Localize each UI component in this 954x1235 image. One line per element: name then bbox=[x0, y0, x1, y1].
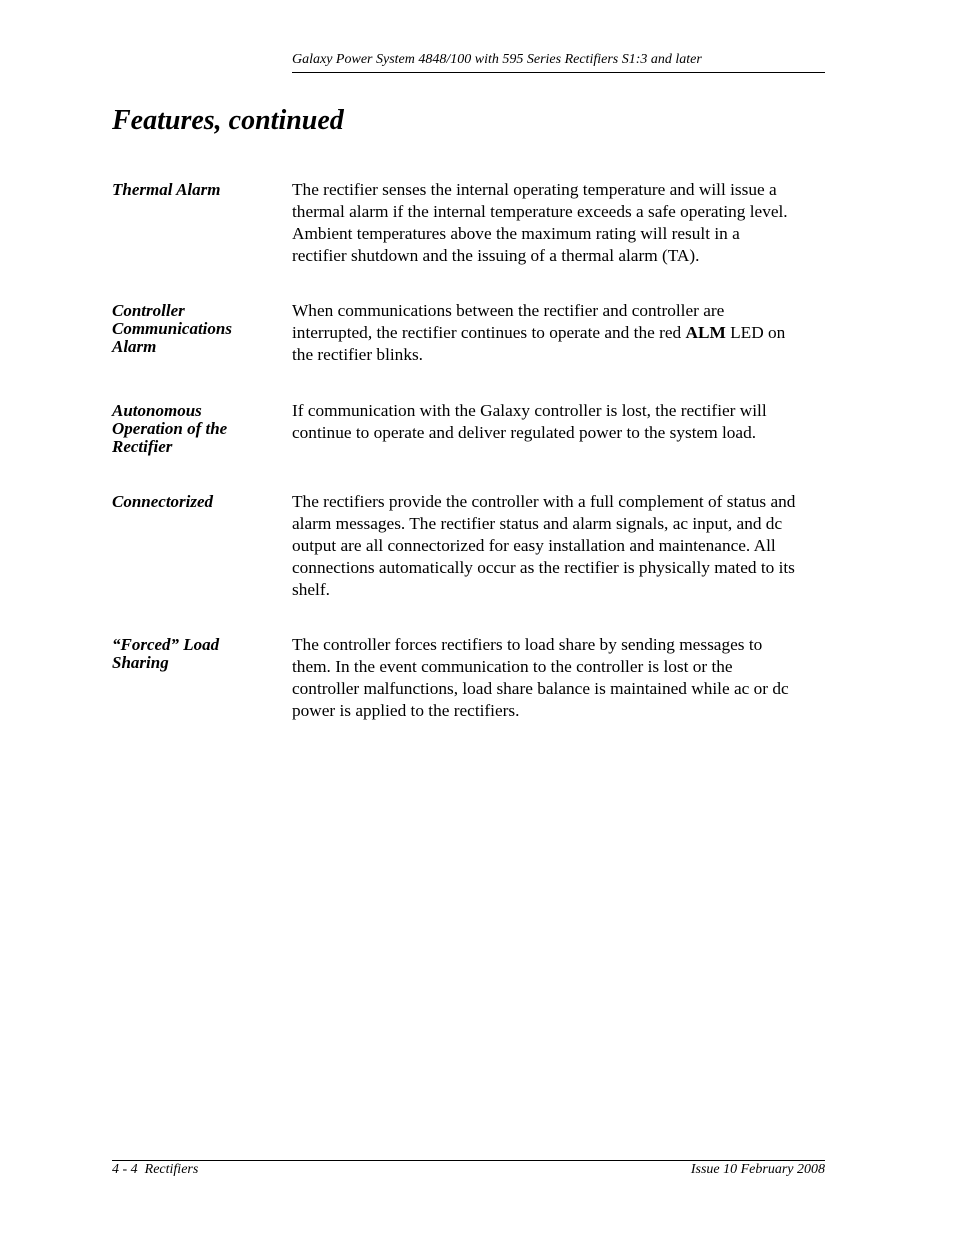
text-line: continue to operate and deliver regulated power to the system load. bbox=[292, 423, 757, 442]
label-line: Sharing bbox=[112, 653, 169, 672]
label-line: Alarm bbox=[112, 337, 157, 356]
label-line: Operation of the bbox=[112, 419, 228, 438]
feature-description bbox=[292, 179, 832, 267]
page-title: Features, continued bbox=[112, 105, 344, 136]
text-line: The rectifiers provide the controller with a full complement of status and bbox=[292, 492, 796, 511]
text-line: power is applied to the rectifiers. bbox=[292, 701, 520, 720]
feature-description bbox=[292, 400, 832, 444]
header-rule bbox=[292, 72, 825, 73]
label-line: Communications bbox=[112, 319, 232, 338]
text-run: interrupted, the rectifier continues to operate and the red bbox=[292, 323, 686, 342]
feature-label: Thermal Alarm bbox=[112, 180, 221, 199]
text-line: If communication with the Galaxy controller is lost, the rectifier will bbox=[292, 401, 767, 420]
footer-issue-date: Issue 10 February 2008 bbox=[690, 1162, 825, 1177]
text-line: alarm messages. The rectifier status and alarm signals, ac input, and dc bbox=[292, 514, 783, 533]
feature-description bbox=[292, 634, 832, 722]
running-header: Galaxy Power System 4848/100 with 595 Series Rectifiers S1:3 and later bbox=[292, 52, 702, 67]
feature-label bbox=[112, 636, 282, 672]
text-line: shelf. bbox=[292, 580, 330, 599]
text-line: The rectifier senses the internal operating temperature and will issue a bbox=[292, 180, 777, 199]
text-line: thermal alarm if the internal temperature exceeds a safe operating level. bbox=[292, 202, 788, 221]
feature-description bbox=[292, 300, 832, 366]
label-line: Controller bbox=[112, 301, 185, 320]
label-line: “Forced” Load bbox=[112, 635, 220, 654]
label-line: Autonomous bbox=[112, 401, 202, 420]
feature-description bbox=[292, 491, 832, 601]
text-line: When communications between the rectifier and controller are bbox=[292, 301, 725, 320]
text-run: LED on bbox=[725, 323, 786, 342]
text-line: The controller forces rectifiers to load share by sending messages to bbox=[292, 635, 763, 654]
text-line: Ambient temperatures above the maximum rating will result in a bbox=[292, 224, 740, 243]
feature-label bbox=[112, 302, 282, 356]
text-line bbox=[292, 322, 832, 344]
text-line: the rectifier blinks. bbox=[292, 345, 424, 364]
footer-page-number: 4 - 4 Rectifiers bbox=[112, 1162, 199, 1177]
text-line: output are all connectorized for easy installation and maintenance. All bbox=[292, 536, 776, 555]
text-line: connections automatically occur as the rectifier is physically mated to its bbox=[292, 558, 795, 577]
feature-label: Connectorized bbox=[112, 492, 214, 511]
label-line: Rectifier bbox=[112, 437, 173, 456]
text-line: controller malfunctions, load share balance is maintained while ac or dc bbox=[292, 679, 789, 698]
footer-rule bbox=[112, 1160, 825, 1161]
text-line: rectifier shutdown and the issuing of a thermal alarm (TA). bbox=[292, 246, 700, 265]
alm-led-label: ALM bbox=[685, 323, 726, 342]
feature-label bbox=[112, 402, 282, 456]
text-line: them. In the event communication to the controller is lost or the bbox=[292, 657, 733, 676]
